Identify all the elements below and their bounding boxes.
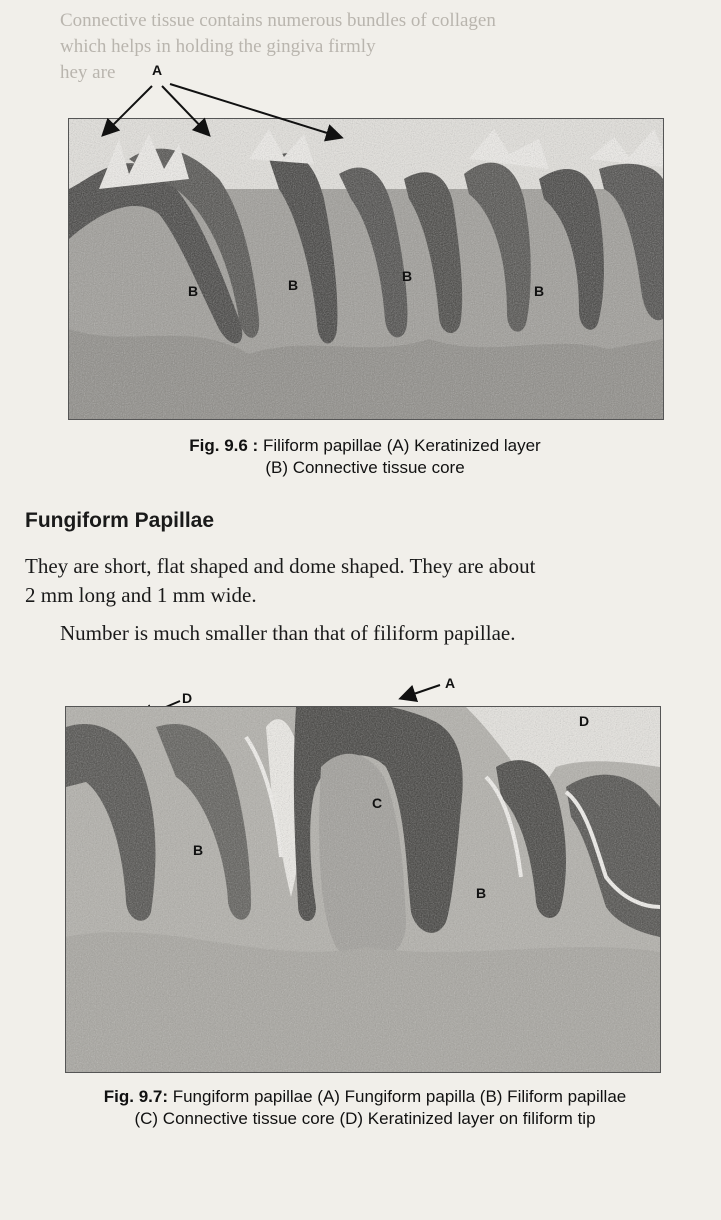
filiform-papillae-illustration	[69, 119, 663, 419]
figure-1-caption-line-2: (B) Connective tissue core	[265, 458, 465, 477]
figure-1-number: Fig. 9.6 :	[189, 436, 259, 455]
paragraph-1-line-1: They are short, flat shaped and dome shaped. They are about	[25, 554, 536, 578]
label-b-fig2-1: B	[193, 842, 204, 858]
figure-2-number: Fig. 9.7:	[103, 1087, 168, 1106]
label-b-fig2-2: B	[476, 885, 487, 901]
label-a-fig2: A	[445, 675, 456, 691]
fungiform-papillae-micrograph	[65, 706, 661, 1073]
label-d-1: D	[182, 690, 193, 706]
fungiform-papillae-illustration	[66, 707, 660, 1072]
bleed-through-line-2: which helps in holding the gingiva firmly	[60, 36, 376, 57]
figure-1-caption	[100, 435, 630, 479]
bleed-through-line-3: hey are	[60, 62, 116, 83]
paragraph-1-line-2: 2 mm long and 1 mm wide.	[25, 583, 257, 607]
label-b-4: B	[534, 283, 545, 299]
figure-2-caption-line-2: (C) Connective tissue core (D) Keratinized layer on filiform tip	[134, 1109, 596, 1128]
figure-1-caption-line-1: Filiform papillae (A) Keratinized layer	[262, 436, 541, 455]
label-d-2: D	[579, 713, 590, 729]
label-b-3: B	[402, 268, 413, 284]
paragraph-2: Number is much smaller than that of filiform papillae.	[60, 621, 516, 645]
label-c: C	[372, 795, 383, 811]
filiform-papillae-micrograph	[68, 118, 664, 420]
label-a: A	[152, 62, 163, 78]
arrow-a-fig2	[402, 685, 440, 698]
figure-2-caption	[20, 1086, 710, 1130]
figure-2-caption-line-1: Fungiform papillae (A) Fungiform papilla (B) Filiform papillae	[172, 1087, 627, 1106]
label-b-2: B	[288, 277, 299, 293]
section-heading: Fungiform Papillae	[25, 509, 215, 532]
label-b-1: B	[188, 283, 199, 299]
bleed-through-line-1: Connective tissue contains numerous bundles of collagen	[60, 10, 496, 31]
